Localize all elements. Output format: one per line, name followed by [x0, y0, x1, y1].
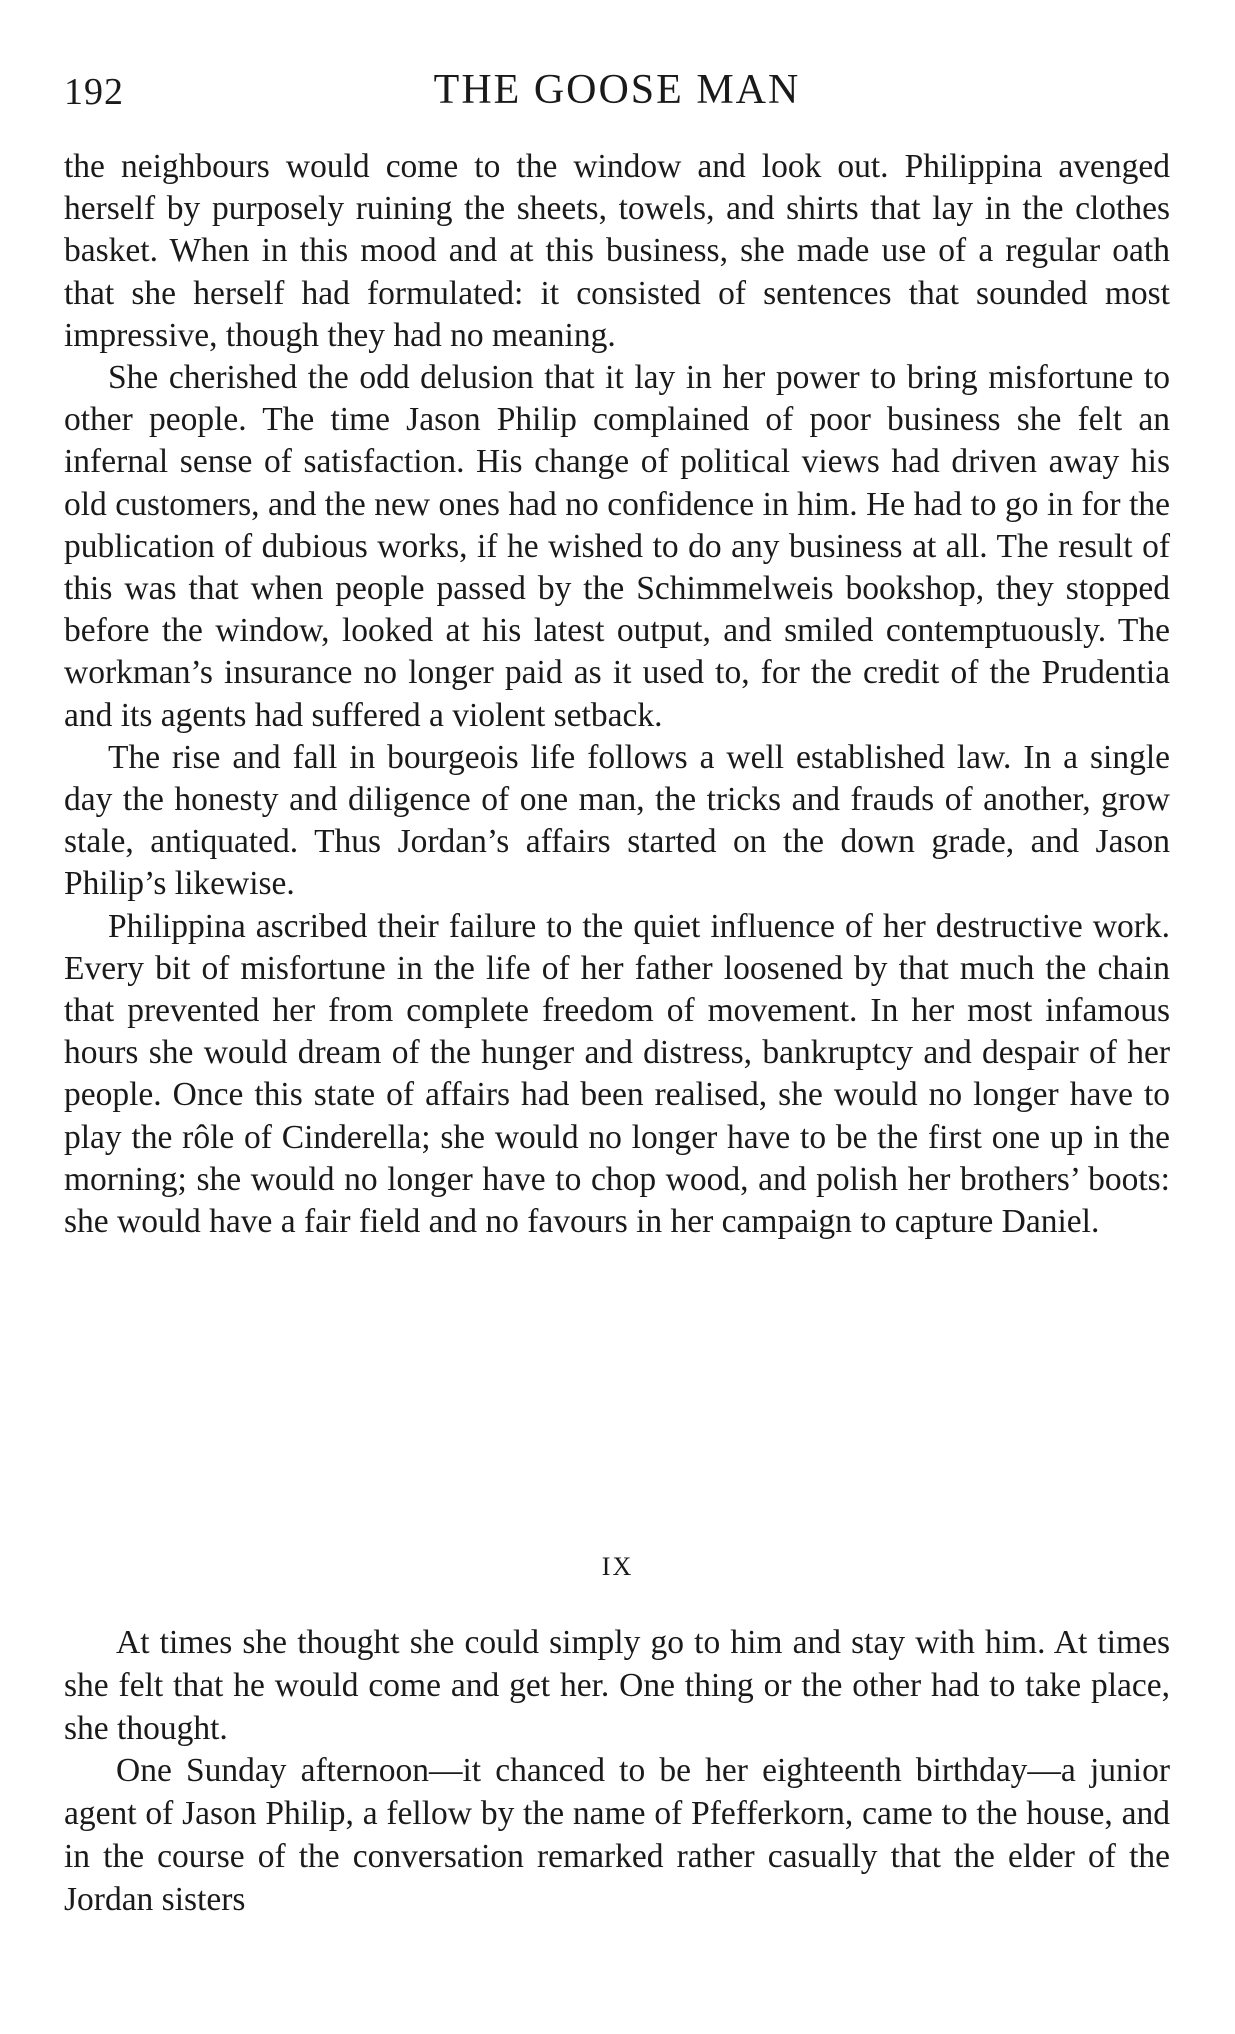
- page-number: 192: [64, 71, 124, 113]
- chapter-body: [64, 146, 1170, 1243]
- paragraph: the neighbours would come to the window and look out. Philippina avenged herself by purposely ruining the sheets, towels, and shirts that lay in the clothes basket. When in this mood and at this business, she made use of a regular oath that she herself had formulated: it consisted of sentences that sounded most impressive, though they had no meaning.: [64, 148, 1170, 354]
- section-heading: IX: [601, 1552, 634, 1581]
- paragraph: One Sunday afternoon—it chanced to be her eighteenth birthday—a junior agent of Jason Philip, a fellow by the name of Pfefferkorn, came to the house, and in the course of the conversation remarked rather casually that the elder of the Jordan sisters: [64, 1752, 1170, 1918]
- paragraph: At times she thought she could simply go to him and stay with him. At times she felt that he would come and get her. One thing or the other had to take place, she thought.: [64, 1624, 1170, 1747]
- page-header: [64, 62, 1170, 122]
- paragraph: She cherished the odd delusion that it lay in her power to bring misfortune to other people. The time Jason Philip complained of poor business she felt an infernal sense of satisfaction. His change of political views had driven away his old customers, and the new ones had no confidence in him. He had to go in for the publication of dubious works, if he wished to do any business at all. The result of this was that when people passed by the Schimmelweis bookshop, they stopped before the window, looked at his latest output, and smiled contemptuously. The workman’s insurance no longer paid as it used to, for the credit of the Prudentia and its agents had suffered a violent setback.: [64, 359, 1170, 734]
- running-title: THE GOOSE MAN: [433, 67, 801, 113]
- section-body: [64, 1622, 1170, 1922]
- paragraph: The rise and fall in bourgeois life follows a well established law. In a single day the honesty and diligence of one man, the tricks and frauds of another, grow stale, antiquated. Thus Jordan’s affairs started on the down grade, and Jason Philip’s likewise.: [64, 738, 1170, 903]
- paragraph: Philippina ascribed their failure to the quiet influence of her destructive work. Every bit of misfortune in the life of her father loosened by that much the chain that prevented her from complete freedom of movement. In her most infamous hours she would dream of the hunger and distress, bankruptcy and despair of her people. Once this state of affairs had been realised, she would no longer have to play the rôle of Cinderella; she would no longer have to be the first one up in the morning; she would no longer have to chop wood, and polish her brothers’ boots: she would have a fair field and no favours in her campaign to capture Daniel.: [64, 907, 1170, 1241]
